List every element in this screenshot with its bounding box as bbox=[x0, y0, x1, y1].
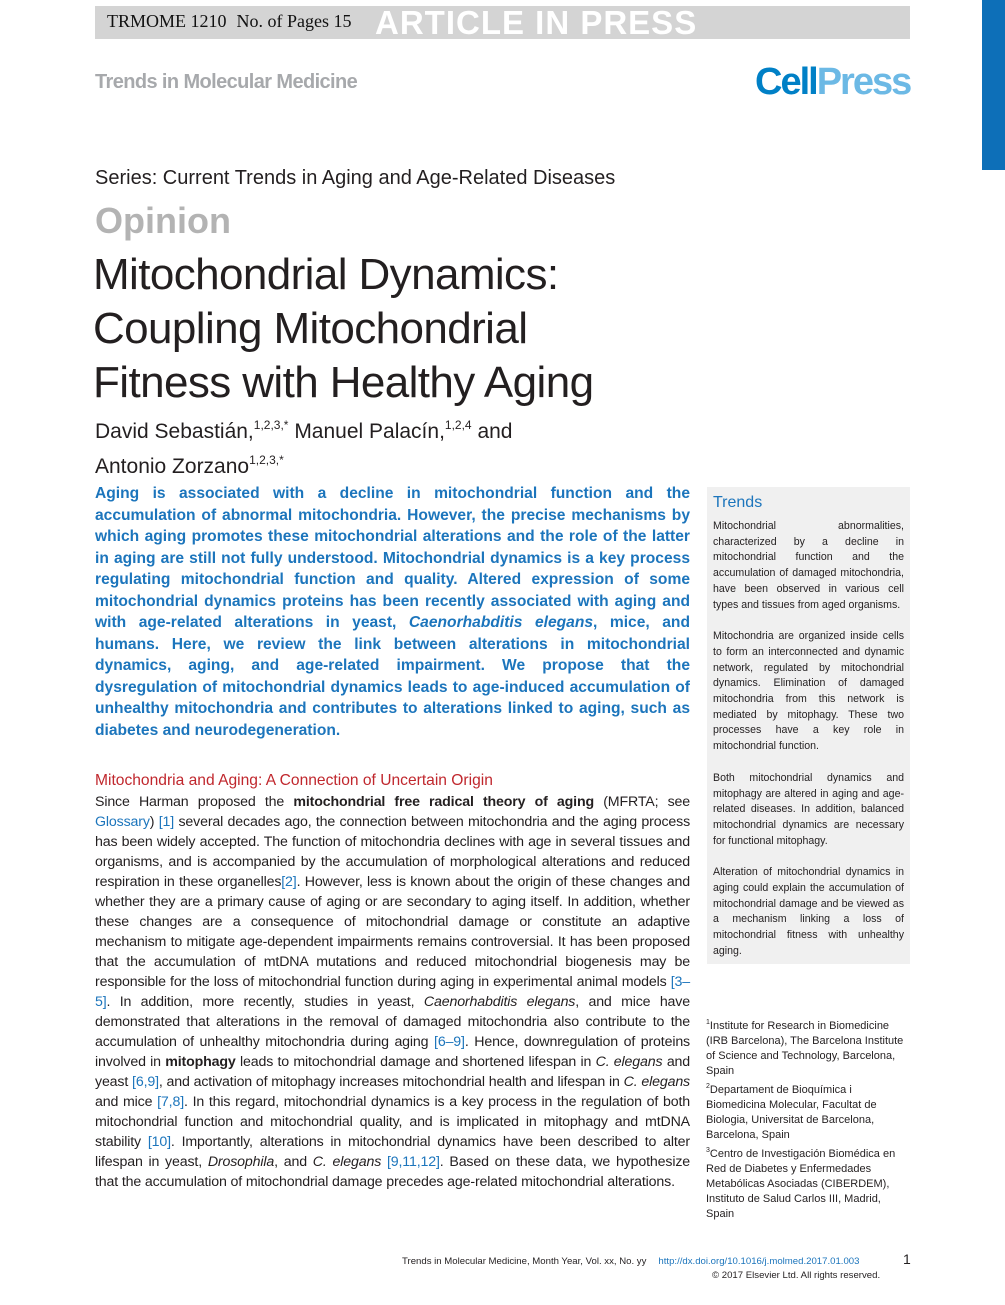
article-title bbox=[93, 248, 693, 410]
author-affiliation-marks: 1,2,3,* bbox=[249, 453, 284, 467]
citation-link[interactable]: [6,9] bbox=[132, 1074, 159, 1090]
author-list bbox=[95, 411, 655, 481]
page-number: 1 bbox=[903, 1251, 911, 1267]
manuscript-meta bbox=[107, 11, 352, 32]
logo-press: Press bbox=[816, 61, 911, 103]
species-name: C. elegans bbox=[623, 1074, 690, 1090]
author-name: Manuel Palacín, bbox=[294, 420, 445, 443]
journal-side-tab bbox=[982, 0, 1005, 170]
affiliation-item: $^2$Departament de Bioquímica i Biomedicina Molecular, Facultat de Biologia, Universitat de Barcelona, Barcelona, Spain bbox=[706, 1083, 877, 1141]
author-affiliation-marks: 1,2,3,* bbox=[253, 418, 289, 432]
glossary-term: mitophagy bbox=[165, 1054, 236, 1070]
page-footer bbox=[402, 1251, 911, 1281]
copyright-notice: © 2017 Elsevier Ltd. All rights reserved. bbox=[712, 1270, 881, 1281]
citation-link[interactable]: [7,8] bbox=[157, 1094, 184, 1110]
citation-link[interactable]: [1] bbox=[158, 814, 175, 830]
title-line: Coupling Mitochondrial bbox=[93, 304, 528, 353]
author-name: Antonio Zorzano bbox=[95, 455, 250, 478]
section-heading: Mitochondria and Aging: A Connection of Uncertain Origin bbox=[95, 772, 493, 789]
title-line: Fitness with Healthy Aging bbox=[93, 358, 594, 407]
species-name: Drosophila bbox=[207, 1154, 275, 1170]
glossary-term: mitochondrial free radical theory of aging bbox=[293, 794, 594, 810]
author-conjunction: and bbox=[477, 420, 513, 443]
species-name: Caenorhabditis elegans bbox=[408, 614, 594, 631]
top-banner bbox=[95, 6, 910, 39]
citation-link[interactable]: [10] bbox=[147, 1134, 171, 1150]
journal-citation: Trends in Molecular Medicine, Month Year, Vol. xx, No. yy bbox=[402, 1256, 647, 1267]
trends-heading: Trends bbox=[713, 494, 763, 511]
author-affiliation-marks: 1,2,4 bbox=[444, 418, 472, 432]
title-line: Mitochondrial Dynamics: bbox=[93, 250, 559, 299]
body-paragraph: Since Harman proposed the mitochondrial free radical theory of aging (MFRTA; see Glossary) [1] several decades ago, the connection between mitochondria and the aging process has been widely accepted. The function of mitochondria declines with age in several tissues and organisms, and is accompanied by the accumulation of morphological alterations and reduced respiration in these organelles[2]. However, less is known about the origin of these changes and whether they are a primary cause of aging or are secondary to aging itself. In addition, whether these changes are a consequence of mitochondrial damage or constitute an adaptive mechanism to mitigate age-dependent impairments remains controversial. It has been proposed that the accumulation of mtDNA mutations and reduced mitochondrial biogenesis may be responsible for the loss of mitochondrial function during aging in experimental animal models [3–5]. In addition, more recently, studies in yeast, Caenorhabditis elegans, and mice have demonstrated that alterations in the removal of damaged mitochondria also contribute to the accumulation of unhealthy mitochondria during aging [6–9]. Hence, downregulation of proteins involved in mitophagy leads to mitochondrial damage and shortened lifespan in C. elegans and yeast [6,9], and activation of mitophagy increases mitochondrial health and lifespan in C. elegans and mice [7,8]. In this regard, mitochondrial dynamics is a key process in the regulation of both mitochondrial function and mitochondrial quality, and is implicated in mitophagy and mtDNA stability [10]. Importantly, alterations in mitochondrial dynamics have been described to alter lifespan in yeast, Drosophila, and C. elegans [9,11,12]. Based on these data, we hypothesize that the accumulation of mitochondrial damage precedes age-related mitochondrial alterations. bbox=[95, 794, 691, 1190]
manuscript-id: TRMOME 1210 bbox=[107, 11, 227, 31]
journal-name: Trends in Molecular Medicine bbox=[95, 71, 358, 93]
trends-item: Alteration of mitochondrial dynamics in aging could explain the accumulation of mitochondrial damage and be viewed as a mechanism linking a loss of mitochondrial fitness with unhealthy aging. bbox=[713, 866, 904, 957]
page-count: No. of Pages 15 bbox=[236, 11, 352, 31]
trends-item: Mitochondria are organized inside cells to form an interconnected and dynamic network, regulated by mitochondrial dynamics. Elimination of damaged mitochondria from this network is mediated by mitophagy. These two processes have a key role in mitochondrial function. bbox=[713, 630, 904, 753]
affiliation-item: $^1$Institute for Research in Biomedicine (IRB Barcelona), The Barcelona Institute of Science and Technology, Barcelona, Spain bbox=[706, 1019, 904, 1077]
citation-link[interactable]: [2] bbox=[281, 874, 297, 890]
trends-box bbox=[707, 487, 910, 964]
affiliation-item: $^3$Centro de Investigación Biomédica en Red de Diabetes y Enfermedades Metabólicas Asociadas (CIBERDEM), Instituto de Salud Carlos III, Madrid, Spain bbox=[706, 1147, 896, 1220]
species-name: C. elegans bbox=[312, 1154, 382, 1170]
article-type: Opinion bbox=[95, 200, 231, 241]
series-line: Series: Current Trends in Aging and Age-Related Diseases bbox=[95, 167, 616, 189]
logo-cell: Cell bbox=[755, 61, 817, 103]
glossary-link[interactable]: Glossary bbox=[95, 814, 150, 830]
affiliations bbox=[706, 1015, 911, 1222]
citation-link[interactable]: [9,11,12] bbox=[386, 1154, 440, 1170]
species-name: Caenorhabditis elegans bbox=[423, 994, 576, 1010]
cellpress-logo bbox=[755, 61, 910, 104]
species-name: C. elegans bbox=[595, 1054, 663, 1070]
author-name: David Sebastián, bbox=[95, 420, 254, 443]
trends-item: Mitochondrial abnormalities, characterized by a decline in mitochondrial function and the accumulation of damaged mitochondria, have been observed in various cell types and tissues from aged organisms. bbox=[713, 520, 904, 611]
trends-item: Both mitochondrial dynamics and mitophagy are altered in aging and age-related diseases. In addition, balanced mitochondrial dynamics are necessary for functional mitophagy. bbox=[713, 771, 904, 847]
article-in-press-banner: ARTICLE IN PRESS bbox=[375, 4, 698, 41]
citation-link[interactable]: [3–5] bbox=[95, 974, 690, 1010]
doi-link[interactable]: http://dx.doi.org/10.1016/j.molmed.2017.01.003 bbox=[658, 1256, 860, 1267]
abstract: Aging is associated with a decline in mitochondrial function and the accumulation of abnormal mitochondria. However, the precise mechanisms by which aging promotes these mitochondrial alterations and the role of the latter in aging are still not fully understood. Mitochondrial dynamics is a key process regulating mitochondrial function and quality. Altered expression of some mitochondrial dynamics proteins has been recently associated with aging and with age-related alterations in yeast, Caenorhabditis elegans, mice, and humans. Here, we review the link between alterations in mitochondrial dynamics, aging, and age-related impairment. We propose that the dysregulation of mitochondrial dynamics leads to age-induced accumulation of unhealthy mitochondria and contributes to alterations linked to aging, such as diabetes and neurodegeneration. bbox=[95, 485, 690, 739]
citation-link[interactable]: [6–9] bbox=[434, 1034, 465, 1050]
